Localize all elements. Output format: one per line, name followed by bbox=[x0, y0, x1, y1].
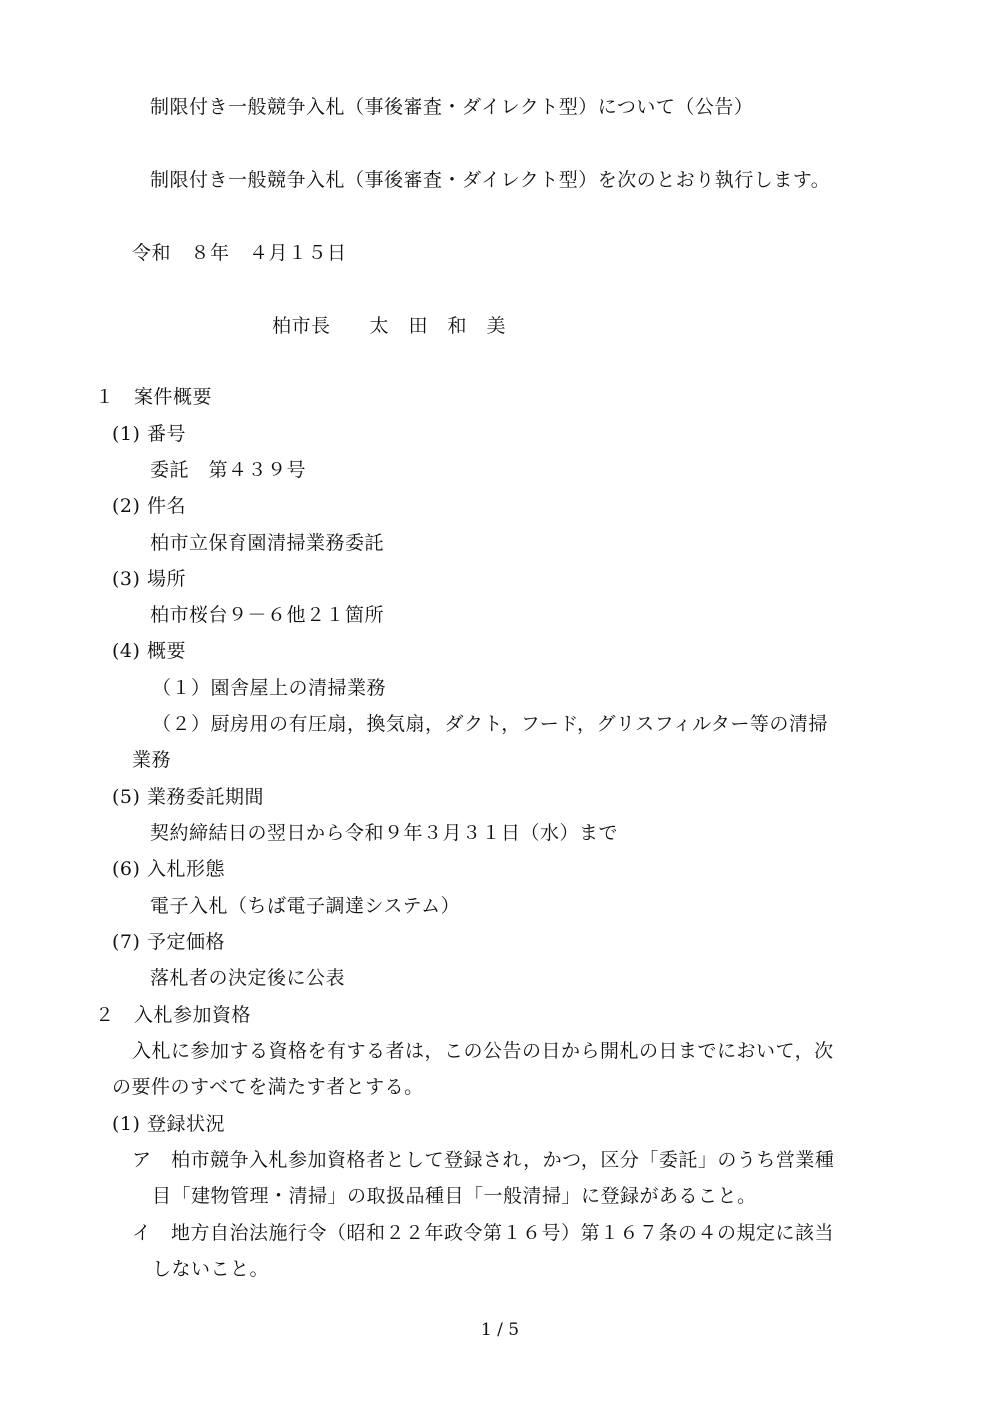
issuer-name: 柏市長 太 田 和 美 bbox=[272, 315, 507, 337]
item-2-value: 柏市立保育園清掃業務委託 bbox=[150, 532, 385, 554]
notice-date: 令和 ８年 ４月１５日 bbox=[132, 242, 347, 264]
item-4-sub-2-line-1: （２）厨房用の有圧扇，換気扇，ダクト，フード，グリスフィルター等の清掃 bbox=[152, 713, 828, 735]
item-5-value: 契約締結日の翌日から令和９年３月３１日（水）まで bbox=[150, 822, 619, 844]
section-2-heading: ２ 入札参加資格 bbox=[95, 1004, 252, 1026]
item-5-label: (5) 業務委託期間 bbox=[112, 786, 264, 808]
section-2-item-1-label: (1) 登録状況 bbox=[112, 1113, 225, 1135]
section-2-intro-line-1: 入札に参加する資格を有する者は，この公告の日から開札の日までにおいて，次 bbox=[132, 1040, 834, 1062]
item-3-label: (3) 場所 bbox=[112, 568, 186, 590]
item-1-label: (1) 番号 bbox=[112, 423, 186, 445]
item-4-sub-1: （１）園舎屋上の清掃業務 bbox=[152, 677, 387, 699]
requirement-a-line-1: ア 柏市競争入札参加資格者として登録され，かつ，区分「委託」のうち営業種 bbox=[132, 1149, 835, 1171]
item-4-label: (4) 概要 bbox=[112, 640, 186, 662]
section-2-intro-line-2: の要件のすべてを満たす者とする。 bbox=[112, 1076, 424, 1098]
item-1-value: 委託 第４３９号 bbox=[150, 459, 307, 481]
requirement-i-line-2: しないこと。 bbox=[152, 1258, 270, 1280]
item-6-label: (6) 入札形態 bbox=[112, 858, 225, 880]
page-number: 1 / 5 bbox=[480, 1320, 520, 1340]
item-2-label: (2) 件名 bbox=[112, 495, 186, 517]
item-4-sub-2-line-2: 業務 bbox=[132, 749, 172, 771]
section-1-heading: １ 案件概要 bbox=[95, 386, 213, 408]
item-3-value: 柏市桜台９－６他２１箇所 bbox=[150, 604, 385, 626]
intro-text: 制限付き一般競争入札（事後審査・ダイレクト型）を次のとおり執行します。 bbox=[150, 169, 831, 191]
item-7-label: (7) 予定価格 bbox=[112, 931, 225, 953]
item-7-value: 落札者の決定後に公表 bbox=[150, 967, 346, 989]
requirement-i-line-1: イ 地方自治法施行令（昭和２２年政令第１６号）第１６７条の４の規定に該当 bbox=[132, 1222, 835, 1244]
requirement-a-line-2: 目「建物管理・清掃」の取扱品種目「一般清掃」に登録があること。 bbox=[152, 1185, 757, 1207]
item-6-value: 電子入札（ちば電子調達システム） bbox=[150, 895, 461, 917]
document-title: 制限付き一般競争入札（事後審査・ダイレクト型）について（公告） bbox=[150, 96, 754, 118]
